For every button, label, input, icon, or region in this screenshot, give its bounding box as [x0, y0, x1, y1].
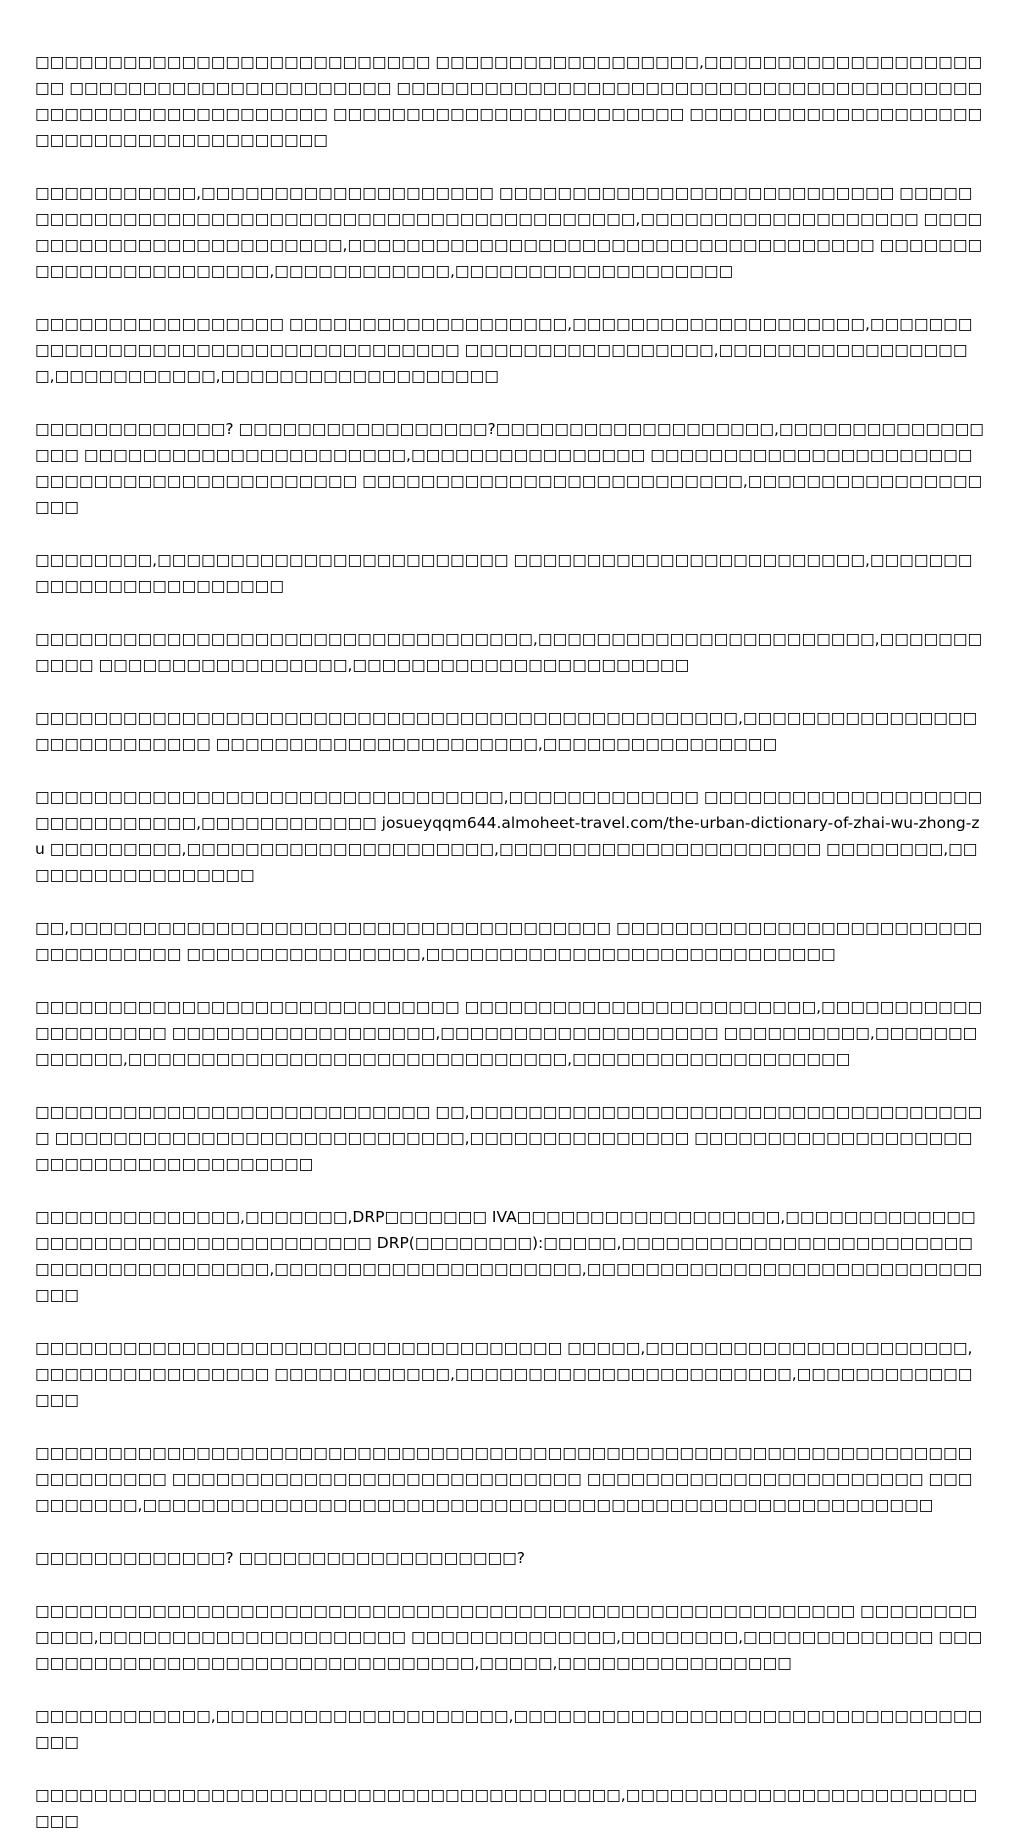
paragraph-15: □□□□□□□□□□□□□? □□□□□□□□□□□□□□□□□□□?: [35, 1549, 526, 1567]
paragraph-16: □□□□□□□□□□□□□□□□□□□□□□□□□□□□□□□□□□□□□□□□□□□□□□□□□□□□□□□□ □□□□□□□□□□□□,□□□□□□□□□□□□□□□□□□□□□ □□□□□□□□□□□□□□,□□□□□□□□,□□□□□□□□□□□□□ □□□□□□□□□□□□□□□□□□□□□□□□□□□□□□□□□,□□□□□,□□□□□□□□□□□□□□□□: [35, 1602, 983, 1672]
paragraph-10: □□□□□□□□□□□□□□□□□□□□□□□□□□□□□ □□□□□□□□□□□□□□□□□□□□□□□□,□□□□□□□□□□□□□□□□□□□□ □□□□□□□□□□□□□□□□□□,□□□□□□□□□□□□□□□□□□□ □□□□□□□□□□,□□□□□□□□□□□□□,□□□□□□□□□□□□□□□□□□□□□□□□□□□□□□,□□□□□□□□□□□□□□□□□□□: [35, 998, 983, 1068]
paragraph-18: □□□□□□□□□□□□□□□□□□□□□□□□□□□□□□□□□□□□□□□□,□□□□□□□□□□□□□□□□□□□□□□□□□□□: [35, 1786, 978, 1830]
paragraph-8: □□□□□□□□□□□□□□□□□□□□□□□□□□□□□□□□,□□□□□□□□□□□□□ □□□□□□□□□□□□□□□□□□□□□□□□□□□□□□,□□□□□□□□□□□□ josueyqqm644.almoheet-travel.com/the-urban-dictionary-of-zhai-wu-zhong-zu □□□□□□□□□,□□□□□□□□□□□□□□□□□□□□□,□□□□□□□□□□□□□□□□□□□□□□ □□□□□□□□,□□□□□□□□□□□□□□□□□: [35, 788, 983, 884]
paragraph-1: □□□□□□□□□□□□□□□□□□□□□□□□□□□ □□□□□□□□□□□□□□□□□□,□□□□□□□□□□□□□□□□□□□□□ □□□□□□□□□□□□□□□□□□□□□□ □□□□□□□□□□□□□□□□□□□□□□□□□□□□□□□□□□□□□□□□□□□□□□□□□□□□□□□□□□□□ □□□□□□□□□□□□□□□□□□□□□□□□ □□□□□□□□□□□□□□□□□□□□□□□□□□□□□□□□□□□□□□□□: [35, 53, 983, 149]
paragraph-11: □□□□□□□□□□□□□□□□□□□□□□□□□□□ □□,□□□□□□□□□□□□□□□□□□□□□□□□□□□□□□□□□□□□ □□□□□□□□□□□□□□□□□□□□□□□□□□□□,□□□□□□□□□□□□□□□ □□□□□□□□□□□□□□□□□□□□□□□□□□□□□□□□□□□□□□: [35, 1103, 983, 1173]
paragraph-12: □□□□□□□□□□□□□□,□□□□□□□,DRP□□□□□□□ IVA□□□□□□□□□□□□□□□□□□,□□□□□□□□□□□□□□□□□□□□□□□□□□□□□□□□□□□□ DRP(□□□□□□□□):□□□□□,□□□□□□□□□□□□□□□□□□□□□□□□ □□□□□□□□□□□□□□□□,□□□□□□□□□□□□□□□□□□□□□,□□□□□□□□□□□□□□□□□□□□□□□□□□□□□□: [35, 1208, 983, 1304]
paragraph-4: □□□□□□□□□□□□□? □□□□□□□□□□□□□□□□□?□□□□□□□□□□□□□□□□□□□,□□□□□□□□□□□□□□□□□ □□□□□□□□□□□□□□□□□□□□□□,□□□□□□□□□□□□□□□□ □□□□□□□□□□□□□□□□□□□□□□□□□□□□□□□□□□□□□□□□□□□□ □□□□□□□□□□□□□□□□□□□□□□□□□□,□□□□□□□□□□□□□□□□□□□: [35, 420, 984, 516]
paragraph-2: □□□□□□□□□□□,□□□□□□□□□□□□□□□□□□□□ □□□□□□□□□□□□□□□□□□□□□□□□□□□ □□□□□□□□□□□□□□□□□□□□□□□□□□□□□□□□□□□□□□□□□□□□□□,□□□□□□□□□□□□□□□□□□□ □□□□□□□□□□□□□□□□□□□□□□□□□,□□□□□□□□□□□□□□□□□□□□□□□□□□□□□□□□□□□□ □□□□□□□□□□□□□□□□□□□□□□□,□□□□□□□□□□□□,□□□□□□□□□□□□□□□□□□□: [35, 184, 983, 280]
paragraph-14: □□□□□□□□□□□□□□□□□□□□□□□□□□□□□□□□□□□□□□□□□□□□□□□□□□□□□□□□□□□□□□□□□□□□□□□□□ □□□□□□□□□□□□□□□□□□□□□□□□□□□□ □□□□□□□□□□□□□□□□□□□□□□□ □□□□□□□□□□,□□□□□□□□□□□□□□□□□□□□□□□□□□□□□□□□□□□□□□□□□□□□□□□□□□□□□□: [35, 1444, 973, 1514]
paragraph-6: □□□□□□□□□□□□□□□□□□□□□□□□□□□□□□□□□□,□□□□□□□□□□□□□□□□□□□□□□□,□□□□□□□□□□□ □□□□□□□□□□□□□□□□□,□□□□□□□□□□□□□□□□□□□□□□□: [35, 630, 983, 674]
paragraph-13: □□□□□□□□□□□□□□□□□□□□□□□□□□□□□□□□□□□□ □□□□□,□□□□□□□□□□□□□□□□□□□□□□,□□□□□□□□□□□□□□□□ □□□□□□□□□□□□,□□□□□□□□□□□□□□□□□□□□□□□,□□□□□□□□□□□□□□□: [35, 1339, 973, 1409]
paragraph-5: □□□□□□□□,□□□□□□□□□□□□□□□□□□□□□□□□ □□□□□□□□□□□□□□□□□□□□□□□□,□□□□□□□□□□□□□□□□□□□□□□□□: [35, 551, 973, 595]
paragraph-9: □□,□□□□□□□□□□□□□□□□□□□□□□□□□□□□□□□□□□□□□ □□□□□□□□□□□□□□□□□□□□□□□□□□□□□□□□□□□ □□□□□□□□□□□□□□□□,□□□□□□□□□□□□□□□□□□□□□□□□□□□□: [35, 919, 983, 963]
paragraph-3: □□□□□□□□□□□□□□□□□ □□□□□□□□□□□□□□□□□□□,□□□□□□□□□□□□□□□□□□□□,□□□□□□□□□□□□□□□□□□□□□□□□□□□□□□□□□□□□ □□□□□□□□□□□□□□□□□,□□□□□□□□□□□□□□□□□□,□□□□□□□□□□□,□□□□□□□□□□□□□□□□□□□: [35, 315, 973, 385]
paragraph-17: □□□□□□□□□□□□,□□□□□□□□□□□□□□□□□□□□,□□□□□□□□□□□□□□□□□□□□□□□□□□□□□□□□□□□: [35, 1707, 983, 1751]
paragraph-7: □□□□□□□□□□□□□□□□□□□□□□□□□□□□□□□□□□□□□□□□□□□□□□□□,□□□□□□□□□□□□□□□□□□□□□□□□□□□□ □□□□□□□□□□□□□□□□□□□□□□,□□□□□□□□□□□□□□□□: [35, 709, 978, 753]
